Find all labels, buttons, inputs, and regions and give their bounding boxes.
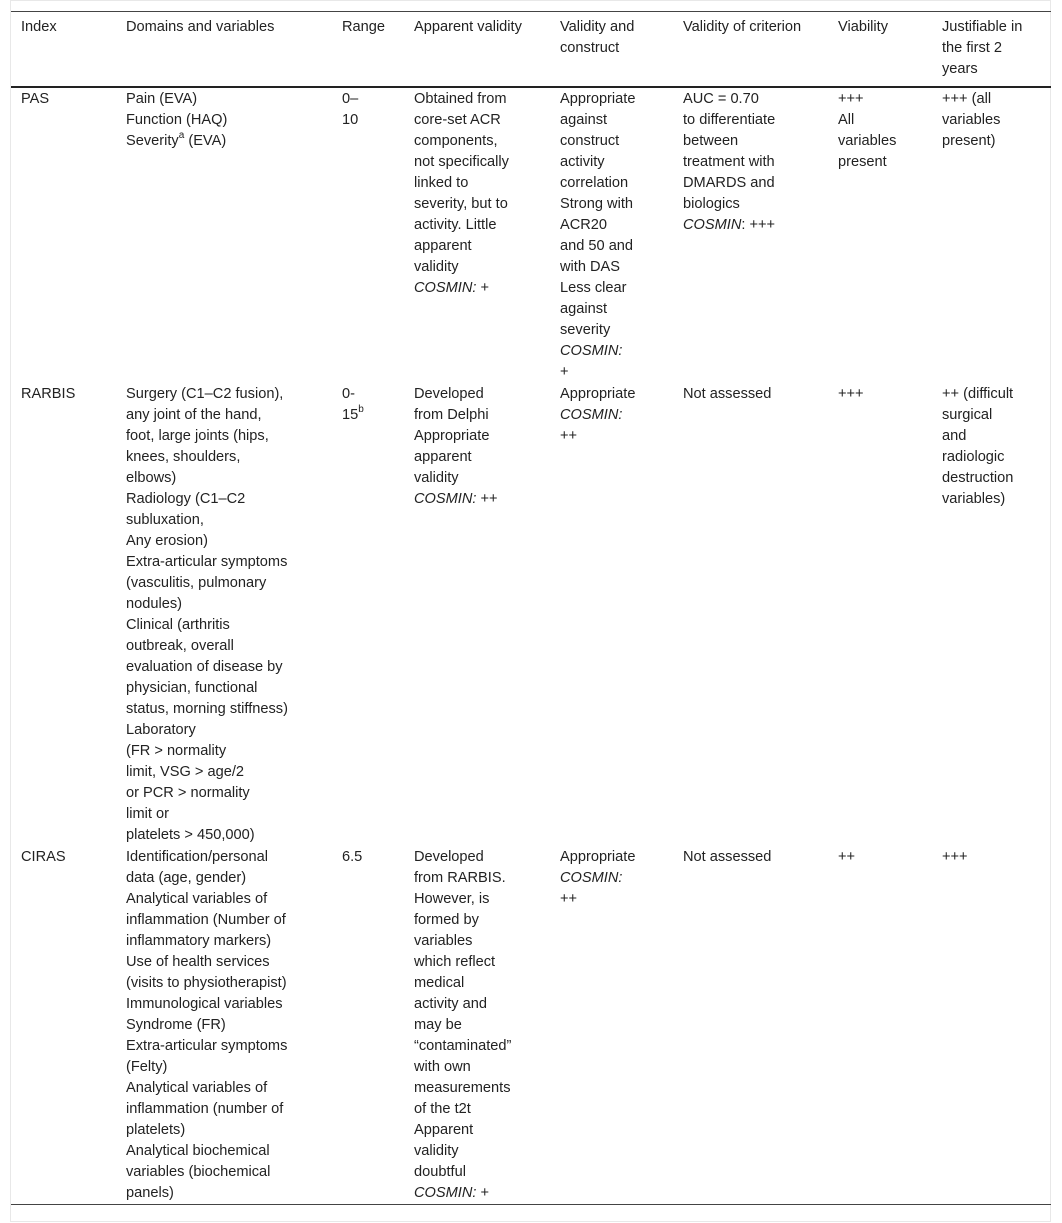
cell-index: CIRAS — [21, 849, 66, 865]
cell-justifiable: ++ (difficult surgical and radiologic destruction variables) — [942, 386, 1014, 507]
table-row-ciras — [11, 846, 1051, 1205]
header-justifiable: Justifiable in the first 2 years — [942, 19, 1023, 77]
header-apparent-validity: Apparent validity — [414, 19, 522, 35]
cell-range: 6.5 — [342, 849, 363, 865]
cell-criterion: AUC = 0.70 to differentiate between treatment with DMARDS and biologics COSMIN: +++ — [683, 91, 776, 233]
cell-criterion: Not assessed — [683, 386, 772, 402]
header-index: Index — [21, 19, 57, 35]
validity-table — [11, 11, 1051, 1205]
cell-construct: Appropriate against construct activity correlation Strong with ACR20 and 50 and with DAS Less clear against severity COSMIN: + — [560, 91, 636, 380]
header-viability: Viability — [838, 19, 889, 35]
cell-construct: Appropriate COSMIN: ++ — [560, 386, 636, 444]
table-row-rarbis — [11, 383, 1051, 846]
cell-domains: Surgery (C1–C2 fusion), any joint of the hand, foot, large joints (hips, knees, shoulders, elbows) Radiology (C1–C2 subluxation, Any erosion) Extra-articular symptoms (vasculitis, pulmonary nodules) Clinical (arthritis outbreak, overall evaluation of disease by physician, functional status, morning stiffness) Laboratory (FR > normality limit, VSG > age/2 or PCR > normality limit or platelets > 450,000) — [126, 386, 288, 843]
cell-apparent: Developed from RARBIS. However, is formed by variables which reflect medical activity and may be “contaminated” with own measurements of the t2t Apparent validity doubtful COSMIN: + — [414, 849, 512, 1201]
cell-apparent: Obtained from core-set ACR components, not specifically linked to severity, but to activity. Little apparent validity COSMIN: + — [414, 91, 509, 296]
footnote-a: a — [178, 130, 185, 142]
cell-viability: +++ — [838, 386, 864, 402]
cell-viability: ++ — [838, 849, 856, 865]
cell-index: RARBIS — [21, 386, 76, 402]
cell-index: PAS — [21, 91, 50, 107]
cell-criterion: Not assessed — [683, 849, 772, 865]
table-row-pas — [11, 87, 1051, 383]
header-validity-criterion: Validity of criterion — [683, 19, 802, 35]
cell-range: 0– 10 — [342, 91, 359, 128]
cell-construct: Appropriate COSMIN: ++ — [560, 849, 636, 907]
header-domains: Domains and variables — [126, 19, 275, 35]
cell-domains: Pain (EVA) Function (HAQ) Severity$^a$ (EVA) — [126, 91, 228, 149]
cell-justifiable: +++ (all variables present) — [942, 91, 1001, 149]
cell-justifiable: +++ — [942, 849, 968, 865]
cell-viability: +++ All variables present — [838, 91, 897, 170]
cell-domains: Identification/personal data (age, gender) Analytical variables of inflammation (Number of inflammatory markers) Use of health services (visits to physiotherapist) Immunological variables Syndrome (FR) Extra-articular symptoms (Felty) Analytical variables of inflammation (number of platelets) Analytical biochemical variables (biochemical panels) — [126, 849, 288, 1201]
footnote-b: b — [358, 404, 364, 416]
header-validity-construct: Validity and construct — [560, 19, 635, 56]
header-row — [11, 12, 1051, 88]
cell-apparent: Developed from Delphi Appropriate apparent validity COSMIN: ++ — [414, 386, 498, 507]
cell-range: 0- 15$^b$ — [342, 386, 364, 423]
header-range: Range — [342, 19, 386, 35]
